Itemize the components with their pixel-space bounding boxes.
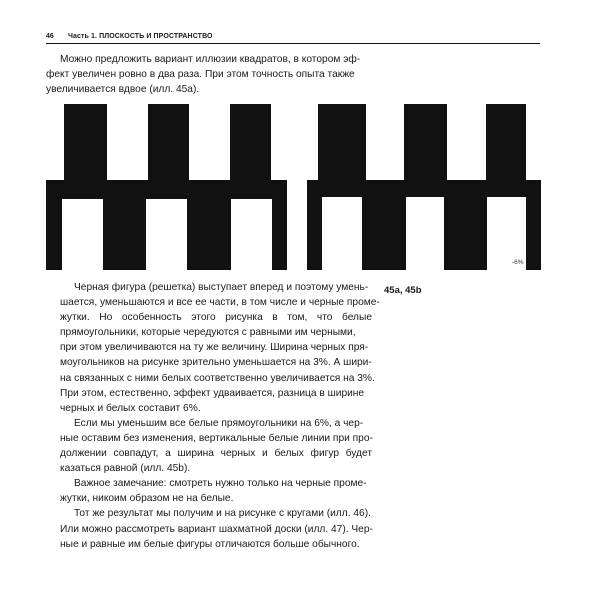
- figure-45b-graphic: [307, 104, 541, 270]
- figure-45b-label: -6%: [512, 259, 524, 266]
- body-line: Тот же результат мы получим и на рисунке с кругами (илл. 46).: [74, 508, 371, 520]
- body-line: жутки. Но особенность этого рисунка в том, что белые: [60, 312, 372, 324]
- body-line: должении совпадут, а ширина черных и белых фигур будет: [60, 448, 372, 460]
- intro-line: фект увеличен ровно в два раза. При этом точность опыта также: [46, 69, 355, 80]
- figure-45a: [46, 104, 287, 270]
- white-rect: [526, 104, 541, 180]
- running-header: [46, 31, 540, 44]
- figure-caption: 45a, 45b: [384, 285, 422, 296]
- page-number: 46: [46, 33, 54, 40]
- white-rect: [62, 199, 103, 270]
- body-line: Если мы уменьшим все белые прямоугольники на 6%, а чер-: [74, 417, 364, 429]
- white-rect: [271, 104, 287, 180]
- body-line: Или можно рассмотреть вариант шахматной доски (илл. 47). Чер-: [60, 523, 373, 535]
- body-line: прямоугольники, которые чередуются с равными им черными,: [60, 327, 356, 339]
- body-line: черных и белых составит 6%.: [60, 402, 201, 414]
- body-line: ные и равные им белые фигуры отличаются больше обычного.: [60, 538, 360, 550]
- body-text: [60, 280, 380, 552]
- white-rect: [46, 104, 64, 180]
- body-line: шается, уменьшаются и все ее части, в том числе и черные проме-: [60, 297, 380, 309]
- intro-line: Можно предложить вариант иллюзии квадратов, в котором эф-: [60, 54, 361, 65]
- figure-45b: [307, 104, 541, 270]
- white-rect: [366, 104, 404, 180]
- white-rect: [307, 104, 318, 180]
- white-rect: [189, 104, 230, 180]
- white-rect: [322, 197, 362, 270]
- intro-paragraph: [46, 52, 361, 97]
- body-line: при этом увеличиваются на ту же величину. Ширина черных пря-: [60, 342, 369, 354]
- body-line: жутки, никоим образом не на белые.: [60, 493, 234, 505]
- body-line: ные оставим без изменения, вертикальные белые линии при про-: [60, 432, 373, 444]
- body-line: моугольников на рисунке зрительно уменьшается на 3%. А шири-: [60, 357, 372, 369]
- intro-line: увеличивается вдвое (илл. 45а).: [46, 84, 200, 95]
- white-rect: [447, 104, 486, 180]
- white-rect: [107, 104, 148, 180]
- body-line: казаться равной (илл. 45b).: [60, 463, 191, 475]
- figure-45a-graphic: [46, 104, 287, 270]
- body-line: Черная фигура (решетка) выступает вперед и поэтому умень-: [74, 282, 369, 293]
- body-line: При этом, естественно, эффект удваивается, разница в ширине: [60, 387, 365, 399]
- part-title: Часть 1. ПЛОСКОСТЬ И ПРОСТРАНСТВО: [68, 33, 213, 40]
- white-rect: [231, 199, 272, 270]
- body-line: Важное замечание: смотреть нужно только на черные проме-: [74, 478, 367, 490]
- body-line: на связанных с ними белых соответственно увеличивается на 3%.: [60, 372, 375, 384]
- white-rect: [406, 197, 444, 270]
- white-rect: [146, 199, 187, 270]
